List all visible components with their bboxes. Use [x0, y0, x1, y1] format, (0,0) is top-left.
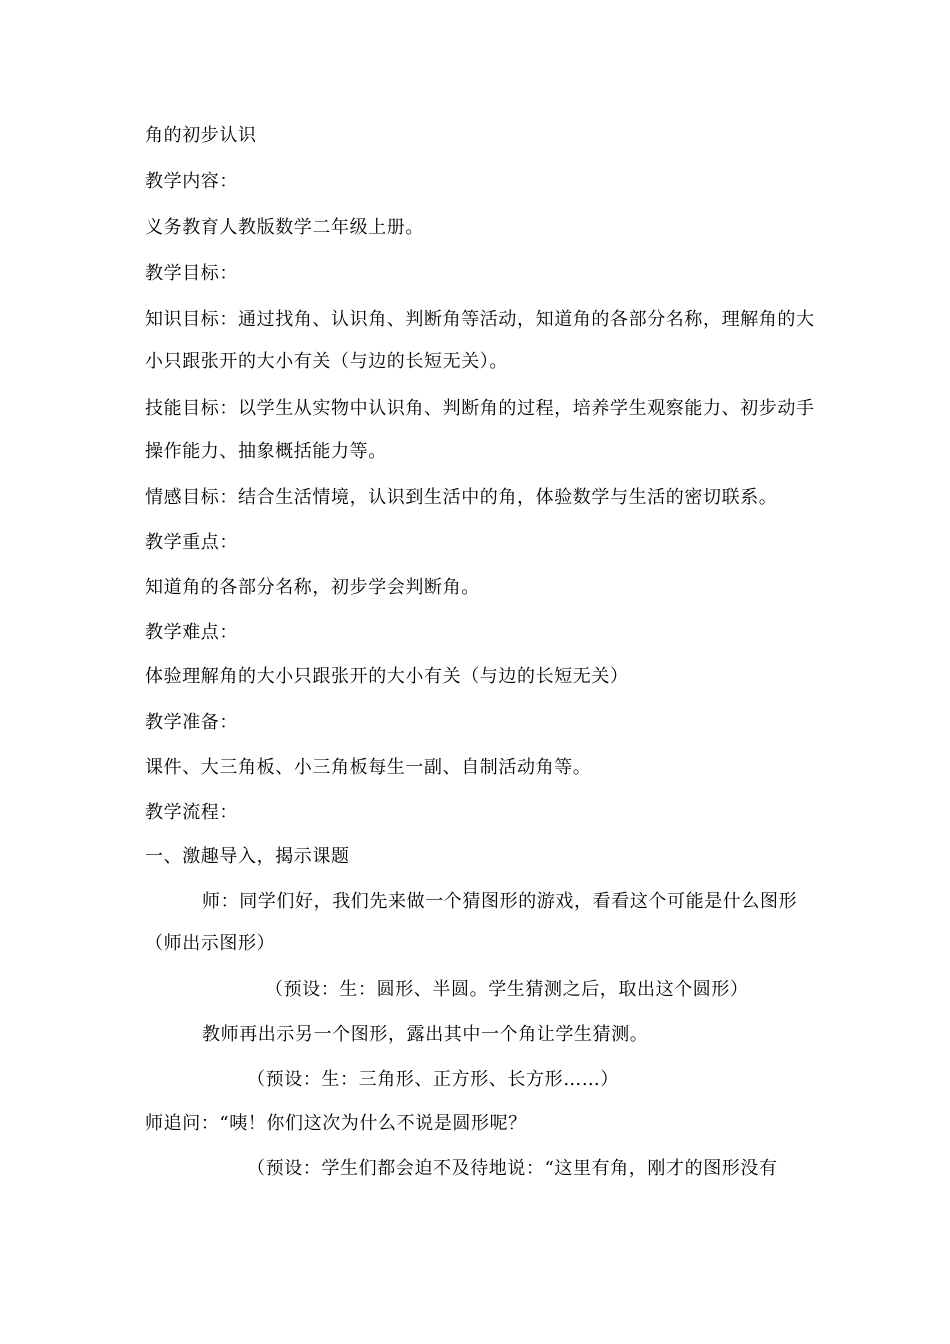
- teacher-intro-line-1: 师：同学们好，我们先来做一个猜图形的游戏，看看这个可能是什么图形: [202, 891, 798, 912]
- difficulties-text: 体验理解角的大小只跟张开的大小有关（与边的长短无关）: [145, 666, 629, 687]
- teacher-follow-up: 师追问：“咦！你们这次为什么不说是圆形呢？: [145, 1113, 527, 1134]
- preparation-text: 课件、大三角板、小三角板每生一副、自制活动角等。: [145, 757, 592, 778]
- teacher-shows-figure: 教师再出示另一个图形，露出其中一个角让学生猜测。: [202, 1024, 649, 1045]
- content-text: 义务教育人教版数学二年级上册。: [145, 217, 424, 238]
- knowledge-objective-line-2: 小只跟张开的大小有关（与边的长短无关）。: [145, 351, 508, 372]
- document-title: 角的初步认识: [145, 125, 257, 146]
- teacher-intro-line-2: （师出示图形）: [145, 933, 276, 954]
- section-heading-objectives: 教学目标：: [145, 263, 238, 284]
- knowledge-objective-line-1: 知识目标：通过找角、认识角、判断角等活动，知道角的各部分名称，理解角的大: [145, 309, 815, 330]
- key-points-text: 知道角的各部分名称，初步学会判断角。: [145, 577, 480, 598]
- process-step-1-heading: 一、激趣导入，揭示课题: [145, 846, 350, 867]
- emotion-objective: 情感目标：结合生活情境，认识到生活中的角，体验数学与生活的密切联系。: [145, 487, 778, 508]
- skill-objective-line-1: 技能目标：以学生从实物中认识角、判断角的过程，培养学生观察能力、初步动手: [145, 398, 815, 419]
- preset-answer-3: （预设：学生们都会迫不及待地说：“这里有角，刚才的图形没有: [247, 1158, 778, 1179]
- preset-answer-1: （预设：生：圆形、半圆。学生猜测之后，取出这个圆形）: [265, 979, 749, 1000]
- preset-answer-2: （预设：生：三角形、正方形、长方形……）: [247, 1069, 619, 1090]
- section-heading-difficulties: 教学难点：: [145, 622, 238, 643]
- section-heading-content: 教学内容：: [145, 171, 238, 192]
- section-heading-process: 教学流程：: [145, 802, 238, 823]
- section-heading-preparation: 教学准备：: [145, 712, 238, 733]
- skill-objective-line-2: 操作能力、抽象概括能力等。: [145, 441, 387, 462]
- section-heading-key-points: 教学重点：: [145, 532, 238, 553]
